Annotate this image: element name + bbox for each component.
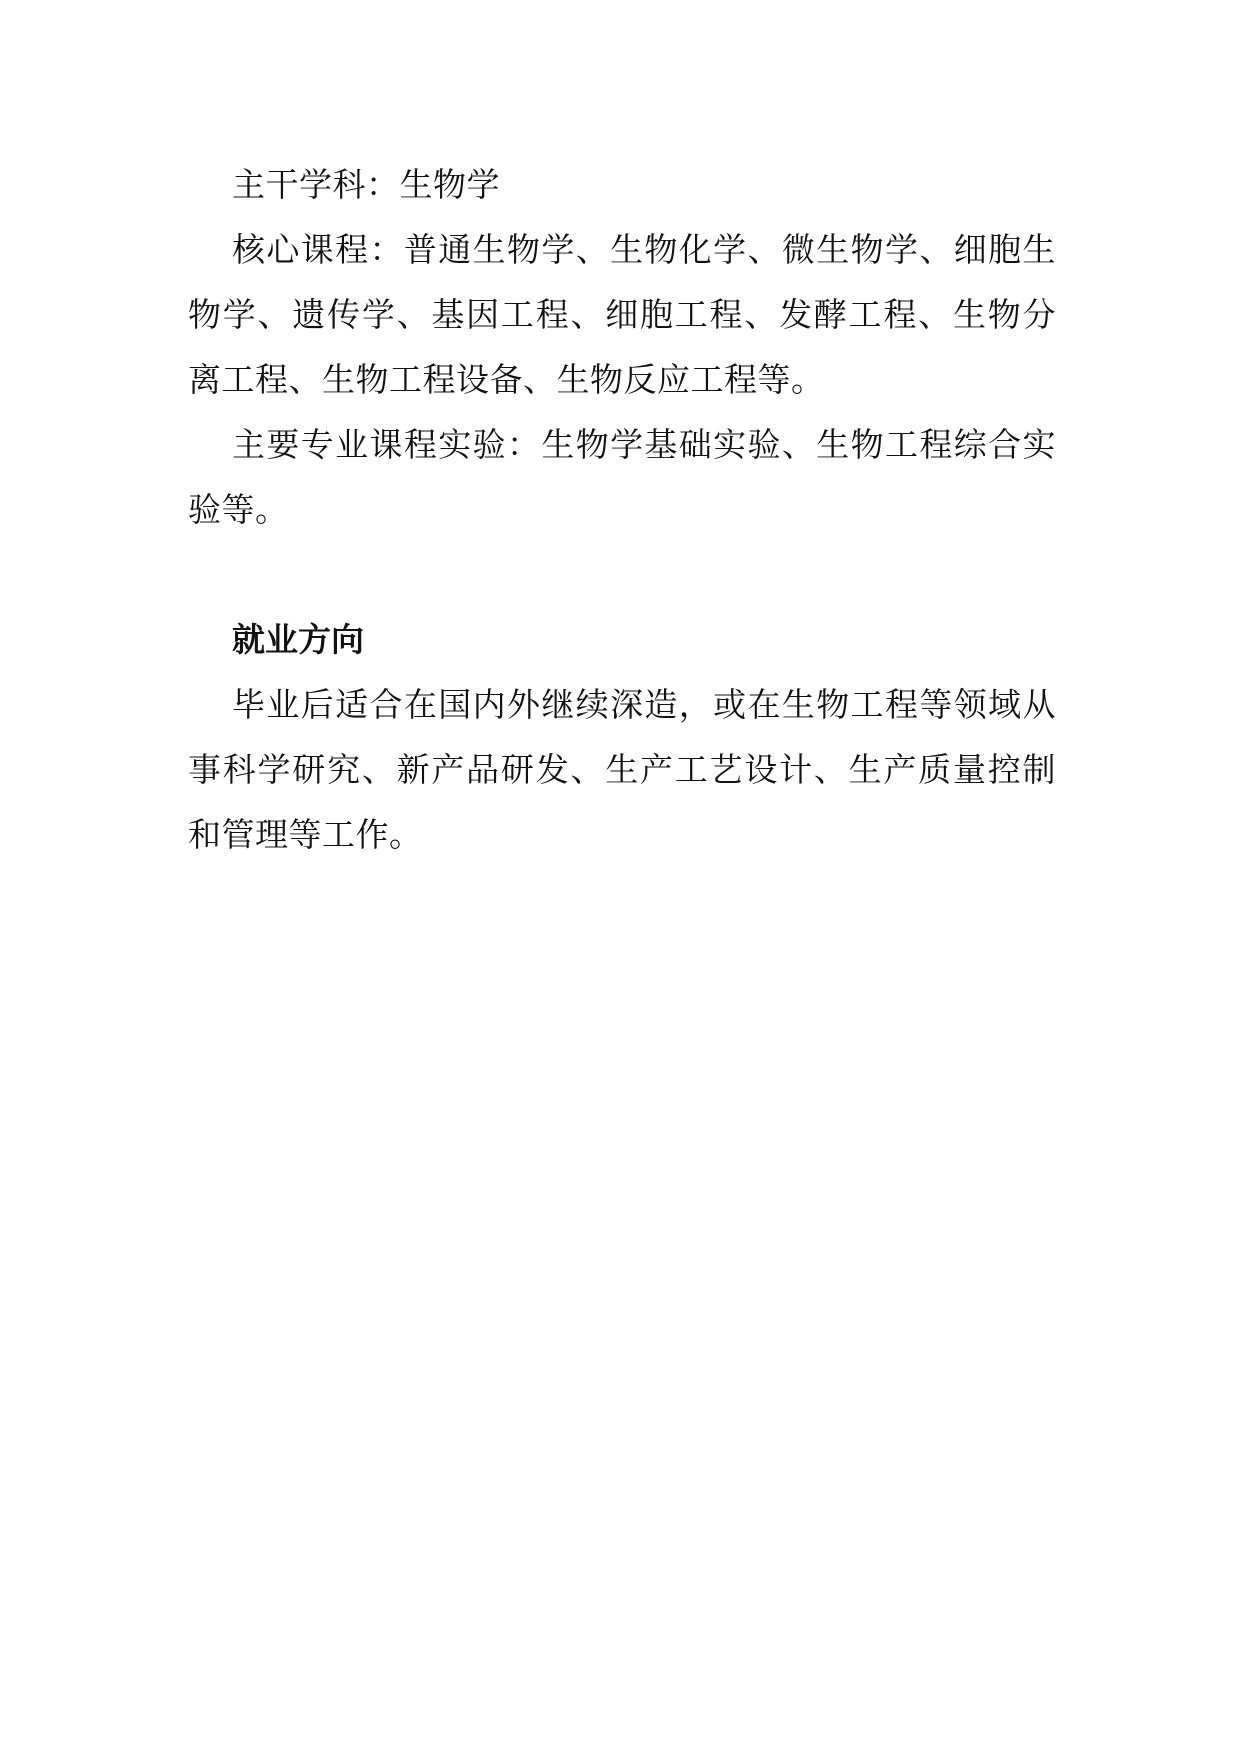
employment-heading: 就业方向 <box>232 620 364 659</box>
core-courses-paragraph: 核心课程：普通生物学、生物化学、微生物学、细胞生物学、遗传学、基因工程、细胞工程、发酵工程、生物分离工程、生物工程设备、生物反应工程等。 <box>188 230 1056 399</box>
document-page <box>188 152 1056 867</box>
main-subject-paragraph: 主干学科：生物学 <box>232 165 500 204</box>
section-gap <box>188 542 1056 607</box>
experiments-paragraph: 主要专业课程实验：生物学基础实验、生物工程综合实验等。 <box>188 425 1056 529</box>
employment-paragraph: 毕业后适合在国内外继续深造，或在生物工程等领域从事科学研究、新产品研发、生产工艺设计、生产质量控制和管理等工作。 <box>188 685 1056 854</box>
